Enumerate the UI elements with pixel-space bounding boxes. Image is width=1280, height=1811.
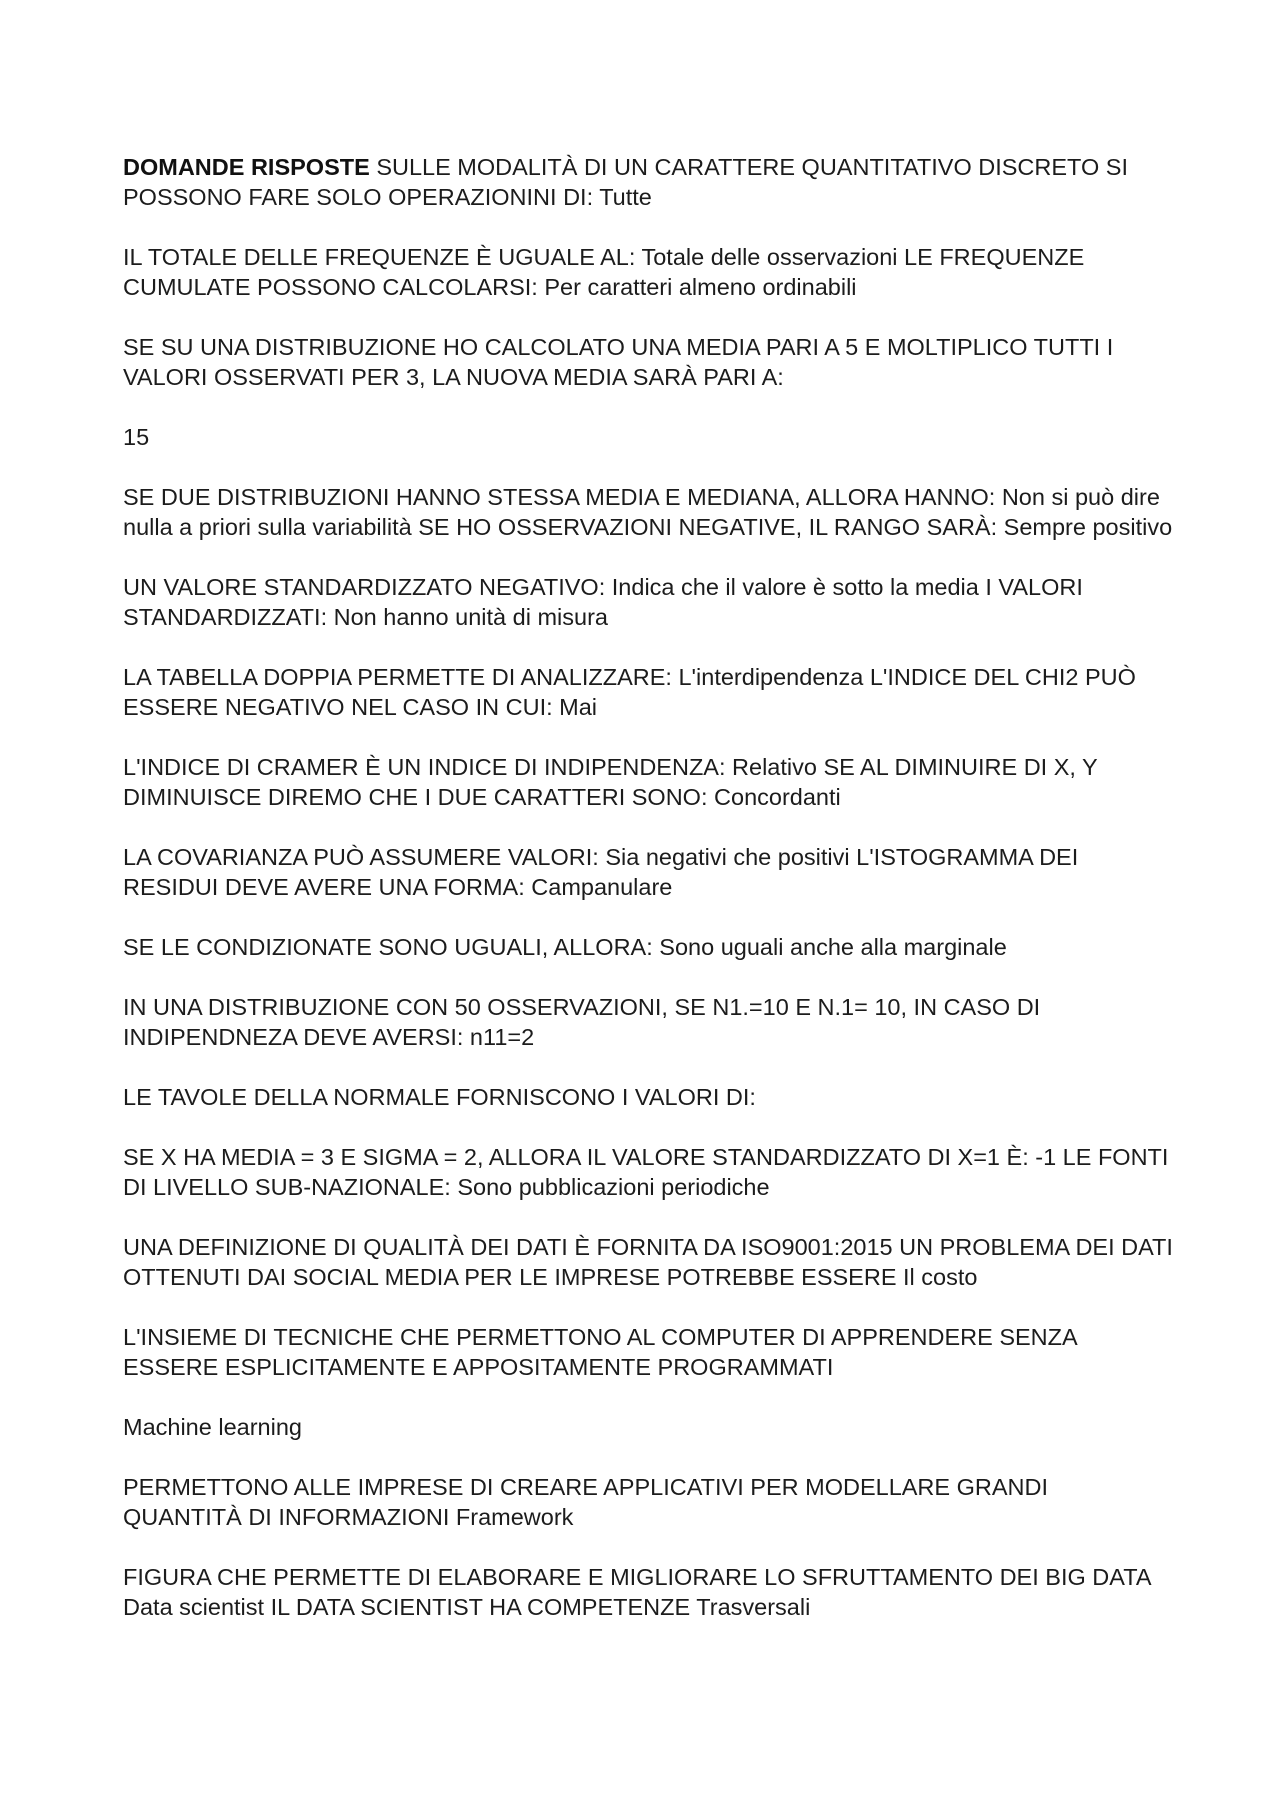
paragraph-5: SE DUE DISTRIBUZIONI HANNO STESSA MEDIA E MEDIANA, ALLORA HANNO: Non si può dire nulla a priori sulla variabilità SE HO OSSERVAZIONI NEGATIVE, IL RANGO SARÀ: Sempre positivo: [123, 484, 1173, 540]
paragraph-6: UN VALORE STANDARDIZZATO NEGATIVO: Indica che il valore è sotto la media I VALORI STANDARDIZZATI: Non hanno unità di misura: [123, 574, 1083, 630]
paragraph-text: SULLE MODALITÀ DI UN CARATTERE QUANTITATIVO DISCRETO SI POSSONO FARE SOLO OPERAZIONINI DI: Tutte: [123, 154, 1128, 210]
paragraph-2: IL TOTALE DELLE FREQUENZE È UGUALE AL: Totale delle osservazioni LE FREQUENZE CUMULATE POSSONO CALCOLARSI: Per caratteri almeno ordinabili: [123, 244, 1085, 300]
paragraph-8: L'INDICE DI CRAMER È UN INDICE DI INDIPENDENZA: Relativo SE AL DIMINUIRE DI X, Y DIMINUISCE DIREMO CHE I DUE CARATTERI SONO: Concordanti: [123, 754, 1098, 810]
paragraph-14: UNA DEFINIZIONE DI QUALITÀ DEI DATI È FORNITA DA ISO9001:2015 UN PROBLEMA DEI DATI OTTENUTI DAI SOCIAL MEDIA PER LE IMPRESE POTREBBE ESSERE Il costo: [123, 1234, 1173, 1290]
paragraph-3: SE SU UNA DISTRIBUZIONE HO CALCOLATO UNA MEDIA PARI A 5 E MOLTIPLICO TUTTI I VALORI OSSERVATI PER 3, LA NUOVA MEDIA SARÀ PARI A:: [123, 334, 1114, 390]
paragraph-13: SE X HA MEDIA = 3 E SIGMA = 2, ALLORA IL VALORE STANDARDIZZATO DI X=1 È: -1 LE FONTI DI LIVELLO SUB-NAZIONALE: Sono pubblicazioni periodiche: [123, 1144, 1169, 1200]
paragraph-12: LE TAVOLE DELLA NORMALE FORNISCONO I VALORI DI:: [123, 1084, 756, 1110]
document-body: [123, 152, 1173, 1622]
heading-bold-text: DOMANDE RISPOSTE: [123, 154, 370, 180]
paragraph-17: PERMETTONO ALLE IMPRESE DI CREARE APPLICATIVI PER MODELLARE GRANDI QUANTITÀ DI INFORMAZIONI Framework: [123, 1474, 1049, 1530]
paragraph-18: FIGURA CHE PERMETTE DI ELABORARE E MIGLIORARE LO SFRUTTAMENTO DEI BIG DATA Data scientist IL DATA SCIENTIST HA COMPETENZE Trasversali: [123, 1564, 1151, 1620]
paragraph-11: IN UNA DISTRIBUZIONE CON 50 OSSERVAZIONI, SE N1.=10 E N.1= 10, IN CASO DI INDIPENDNEZA DEVE AVERSI: n11=2: [123, 994, 1041, 1050]
paragraph-9: LA COVARIANZA PUÒ ASSUMERE VALORI: Sia negativi che positivi L'ISTOGRAMMA DEI RESIDUI DEVE AVERE UNA FORMA: Campanulare: [123, 844, 1079, 900]
paragraph-4: 15: [123, 424, 150, 450]
paragraph-1: [123, 152, 1173, 212]
paragraph-16: Machine learning: [123, 1414, 302, 1440]
paragraph-10: SE LE CONDIZIONATE SONO UGUALI, ALLORA: Sono uguali anche alla marginale: [123, 934, 1007, 960]
paragraph-7: LA TABELLA DOPPIA PERMETTE DI ANALIZZARE: L'interdipendenza L'INDICE DEL CHI2 PUÒ ESSERE NEGATIVO NEL CASO IN CUI: Mai: [123, 664, 1136, 720]
paragraph-15: L'INSIEME DI TECNICHE CHE PERMETTONO AL COMPUTER DI APPRENDERE SENZA ESSERE ESPLICITAMENTE E APPOSITAMENTE PROGRAMMATI: [123, 1324, 1077, 1380]
